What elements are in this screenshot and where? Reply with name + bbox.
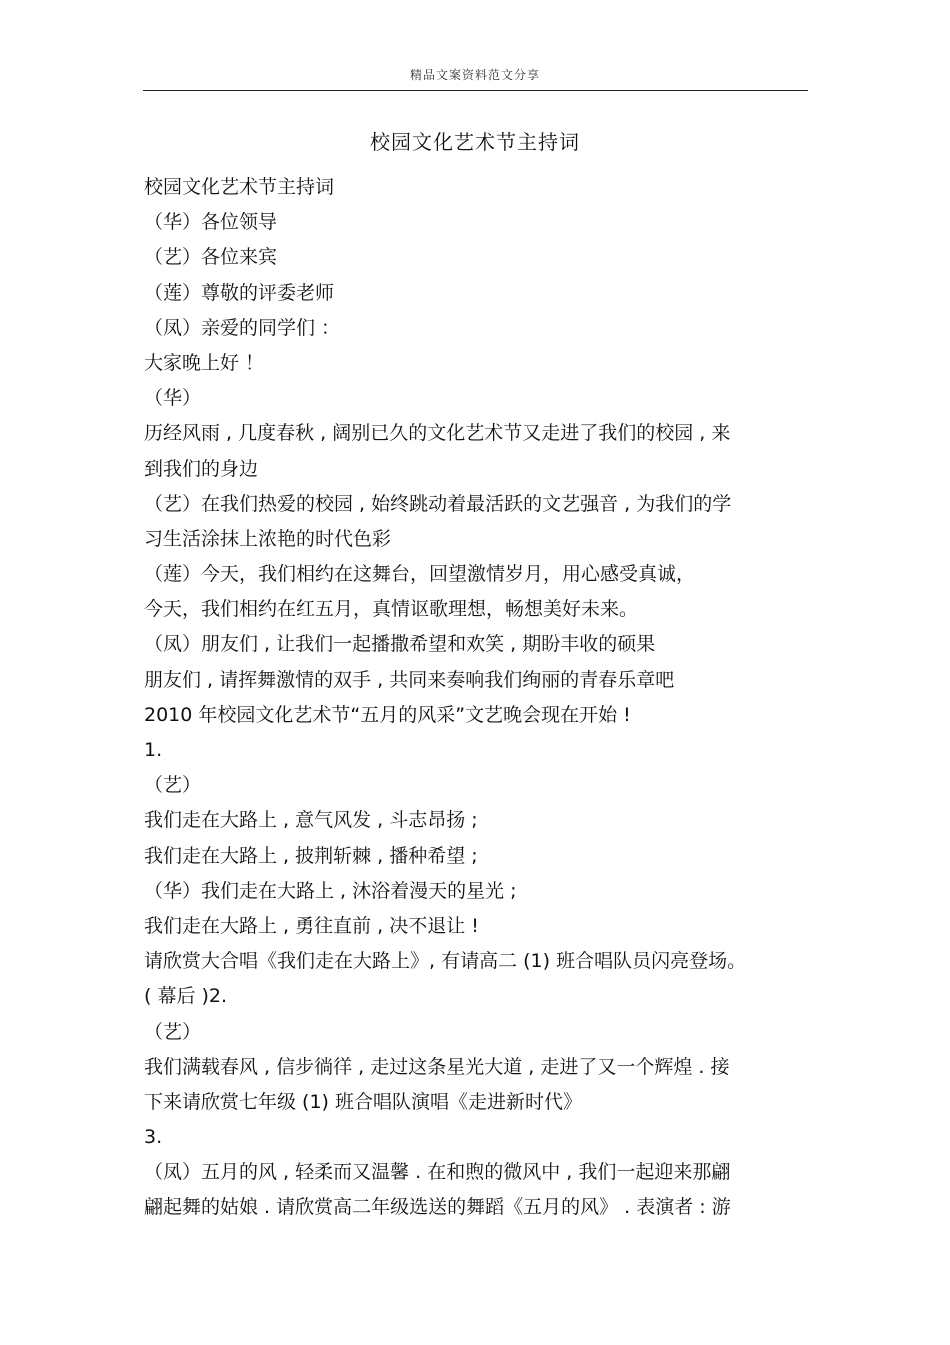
body-line: （华）我们走在大路上 , 沐浴着漫天的星光 ; bbox=[144, 879, 517, 902]
document-title: 校园文化艺术节主持词 bbox=[370, 130, 580, 154]
body-line: （凤）亲爱的同学们 ： bbox=[144, 316, 341, 339]
body-line: 1. bbox=[144, 739, 163, 761]
body-line: （凤）朋友们 , 让我们一起播撒希望和欢笑 , 期盼丰收的硕果 bbox=[144, 633, 656, 656]
body-line: 3. bbox=[144, 1126, 163, 1149]
page-header: 精品文案资料范文分享 bbox=[409, 68, 540, 82]
body-line: 下来请欣赏七年级 (1) 班合唱队演唱《走进新时代》 bbox=[144, 1090, 582, 1113]
document-body bbox=[144, 170, 809, 1226]
body-line: （艺）在我们热爱的校园 , 始终跳动着最活跃的文艺强音 , 为我们的学 bbox=[144, 492, 732, 515]
body-line: ( 幕后 )2. bbox=[144, 985, 228, 1008]
body-line: 今天，我们相约在红五月，真情讴歌理想，畅想美好未来。 bbox=[144, 598, 639, 621]
body-line: 翩起舞的姑娘 . 请欣赏高二年级选送的舞蹈《五月的风》 . 表演者 : 游 bbox=[144, 1196, 731, 1219]
body-line: （凤）五月的风 , 轻柔而又温馨 . 在和煦的微风中 , 我们一起迎来那翩 bbox=[144, 1161, 731, 1184]
body-line: （莲）今天，我们相约在这舞台，回望激情岁月，用心感受真诚， bbox=[144, 563, 696, 586]
body-line: 到我们的身边 bbox=[144, 457, 259, 480]
header-divider bbox=[143, 90, 808, 91]
body-line: 我们满载春风 , 信步徜徉 , 走过这条星光大道 , 走进了又一个辉煌 . 接 bbox=[144, 1055, 730, 1078]
body-line: 我们走在大路上 , 勇往直前 , 决不退让 ! bbox=[144, 914, 479, 937]
body-line: 校园文化艺术节主持词 bbox=[144, 176, 335, 198]
body-line: （莲）尊敬的评委老师 bbox=[144, 281, 335, 304]
body-line: （艺） bbox=[144, 774, 202, 797]
body-line: 请欣赏大合唱《我们走在大路上》, 有请高二 (1) 班合唱队员闪亮登场。 bbox=[144, 950, 747, 973]
body-line: 习生活涂抹上浓艳的时代色彩 bbox=[144, 527, 392, 550]
body-line: （华）各位领导 bbox=[144, 211, 278, 234]
body-line: 朋友们 , 请挥舞激情的双手 , 共同来奏响我们绚丽的青春乐章吧 bbox=[144, 668, 675, 691]
body-line: 我们走在大路上 , 意气风发 , 斗志昂扬 ; bbox=[144, 809, 478, 832]
body-line: （华） bbox=[144, 387, 202, 410]
body-line: 我们走在大路上 , 披荆斩棘 , 播种希望 ; bbox=[144, 844, 478, 867]
body-line: 2010 年校园文化艺术节“五月的风采”文艺晚会现在开始 ! bbox=[144, 703, 631, 726]
body-line: 历经风雨 , 几度春秋 , 阔别已久的文化艺术节又走进了我们的校园 , 来 bbox=[144, 422, 731, 445]
body-line: （艺） bbox=[144, 1020, 202, 1043]
body-line: （艺）各位来宾 bbox=[144, 246, 278, 269]
body-line: 大家晚上好 ！ bbox=[144, 351, 265, 374]
